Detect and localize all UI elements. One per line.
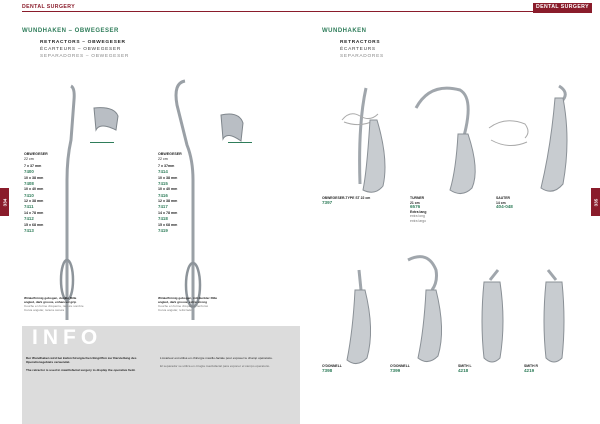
product-name: OBWEGESER — [24, 152, 48, 156]
desc-es: Curva angular, reforzado — [158, 307, 193, 312]
item-code: 4219 — [524, 367, 535, 373]
retractor-image-sauter — [485, 80, 575, 200]
item-note-en: extra long — [410, 214, 425, 219]
variant-code: 7411 — [24, 204, 34, 210]
item-label — [322, 196, 370, 205]
section-title: WUNDHAKEN – OBWEGESER — [22, 28, 119, 34]
header-label-left: DENTAL SURGERY — [22, 4, 76, 10]
variant-size: 10 x 40 mm — [158, 187, 178, 192]
item-code: 6576 — [410, 204, 421, 210]
product-spec-2 — [158, 152, 182, 233]
variant-size: 7 x 37mm — [158, 163, 175, 168]
page-number-left: 334 — [1, 198, 7, 206]
variant-code: 7417 — [158, 204, 168, 210]
variant-size: 15 x 68 mm — [158, 222, 178, 227]
variant-code: 7410 — [24, 192, 34, 198]
retractor-image-odonnell-2 — [388, 250, 458, 370]
variant-size: 14 x 78 mm — [24, 210, 44, 215]
item-name: O'DONNELL — [322, 364, 342, 368]
desc-de: Winkelförmig gebogen, mit dunkler Rille — [158, 296, 218, 300]
desc-en: angled, dark groove, extra strong — [158, 299, 207, 304]
item-code: 4218 — [458, 367, 469, 373]
variant-size: 7 x 37 mm — [24, 163, 42, 168]
variant-size: 10 x 38 mm — [158, 175, 178, 180]
product-length: 22 cm — [158, 157, 168, 162]
section-title: WUNDHAKEN — [322, 28, 367, 34]
page-number-right: 335 — [592, 198, 598, 206]
info-text-es: El separador se utiliza en cirugía maxilofacial para exponer el campo operatorio. — [160, 364, 271, 368]
desc-es: Curva angular, ranura oscura — [24, 307, 65, 312]
obwegeser-retractor-image-1 — [38, 80, 128, 330]
item-label — [458, 364, 472, 373]
item-label — [410, 196, 426, 224]
info-text-en: The retractor is used in maxillofacial surgery to display the operative field. — [26, 368, 136, 372]
variant-size: 12 x 38 mm — [158, 199, 178, 204]
info-title: INFO — [32, 326, 103, 349]
item-name: O'DONNELL — [390, 364, 410, 368]
product-length: 22 cm — [24, 157, 34, 162]
item-length: 21 cm — [410, 200, 420, 205]
subtitle-es: SEPARADORES — [340, 54, 384, 59]
subtitle-fr: ÉCARTEURS – OBWEGESER — [40, 47, 121, 52]
variant-size: 10 x 40 mm — [24, 187, 44, 192]
retractor-image-odonnell-1 — [325, 270, 385, 370]
variant-size: 14 x 78 mm — [158, 210, 178, 215]
desc-fr: Courbe en forme d'équerre, renforcé — [158, 303, 209, 308]
variant-code: 7400 — [24, 169, 34, 174]
desc-de: Winkelförmig gebogen, dunkle Rille — [24, 296, 77, 300]
item-note-de: Extra lang — [410, 209, 427, 214]
product-name: OBWEGESER — [158, 152, 182, 156]
item-name: SAUTER — [496, 196, 510, 200]
accent-rule-2 — [228, 142, 252, 143]
item-name: SMITH L — [458, 364, 472, 368]
retractor-image-smith-l — [468, 262, 518, 372]
subtitle-de: RETRACTORS — [340, 40, 381, 45]
page-number-tab-right — [591, 188, 600, 216]
info-text-de: Der Wundhaken wird bei kieferchirurgischen Eingriffen zur Darstellung des Operationsgebiets verwendet. — [26, 356, 137, 364]
variant-size: 15 x 68 mm — [24, 222, 44, 227]
retractor-blade-1 — [345, 120, 405, 200]
item-name: TURNER — [410, 196, 425, 200]
retractor-image-turner — [410, 80, 490, 200]
info-column-1 — [26, 356, 150, 372]
variant-code: 7412 — [24, 216, 34, 222]
variant-code: 7419 — [158, 227, 168, 233]
subtitle-fr: ÉCARTEURS — [340, 47, 376, 52]
variant-code: 7413 — [24, 227, 34, 233]
item-length: 22 cm — [360, 196, 371, 200]
item-code: 7398 — [322, 367, 333, 373]
retractor-image-smith-r — [528, 262, 578, 372]
item-length: 14 cm — [496, 200, 506, 205]
item-note-es: extra largo — [410, 218, 427, 223]
variant-size: 12 x 38 mm — [24, 199, 44, 204]
item-label — [390, 364, 410, 373]
desc-en: angled, dark groove, enhanced grip — [24, 299, 77, 304]
variant-code: 7414 — [158, 169, 168, 174]
variant-code: 7418 — [158, 216, 168, 222]
header-label-right: DENTAL SURGERY — [533, 3, 592, 13]
right-page — [300, 0, 600, 424]
item-label — [496, 196, 513, 210]
item-name: OBWEGESER-TYPE ST — [322, 196, 360, 200]
item-code: 404-048 — [496, 204, 513, 210]
variant-code: 7408 — [24, 180, 34, 186]
product-description-2 — [158, 297, 242, 313]
variant-size: 10 x 38 mm — [24, 175, 44, 180]
info-text-fr: L'écarteur est utilisé en chirurgie maxillo-faciale pour exposer le champ opératoire. — [160, 356, 273, 360]
subtitle-es: SEPARADORES – OBWEGESER — [40, 54, 130, 59]
page-number-tab-left — [0, 188, 9, 216]
item-label — [524, 364, 538, 373]
item-code: 7397 — [322, 199, 333, 205]
info-column-2 — [160, 356, 284, 368]
variant-code: 7416 — [158, 192, 168, 198]
item-label — [322, 364, 342, 373]
product-spec-1 — [24, 152, 48, 233]
accent-rule-1 — [90, 142, 114, 143]
subtitle-de: RETRACTORS – OBWEGESER — [40, 40, 126, 45]
item-code: 7399 — [390, 367, 401, 373]
desc-fr: Courbe en forme d'équerre, rainure sombre — [24, 303, 84, 308]
product-description-1 — [24, 297, 108, 313]
variant-code: 7415 — [158, 180, 168, 186]
item-name: SMITH R — [524, 364, 538, 368]
